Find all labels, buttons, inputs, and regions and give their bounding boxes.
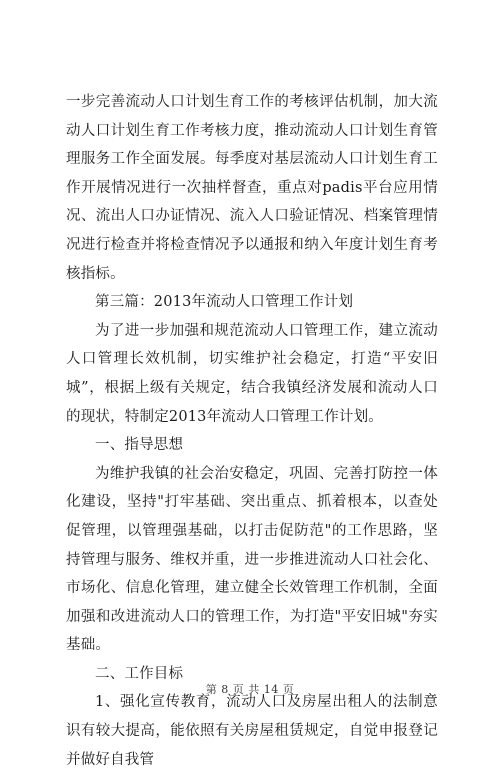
paragraph-goal-one: 1、强化宣传教育，流动人口及房屋出租人的法制意识有较大提高，能依照有关房屋租赁规定，自觉申报登记并做好自我管 <box>66 694 438 768</box>
heading-guiding-ideology: 一、指导思想 <box>95 437 184 454</box>
paragraph-intro: 为了进一步加强和规范流动人口管理工作，建立流动人口管理长效机制，切实维护社会稳定，打造“平安旧城”，根据上级有关规定，结合我镇经济发展和流动人口的现状，特制定2013年流动人口管理工作计划。 <box>66 322 438 425</box>
paragraph-continuation: 一步完善流动人口计划生育工作的考核评估机制，加大流动人口计划生育工作考核力度，推动流动人口计划生育管理服务工作全面发展。每季度对基层流动人口计划生育工作开展情况进行一次抽样督查，重点对padis平台应用情况、流出人口办证情况、流入人口验证情况、档案管理情况进行检查并将检查情况予以通报和纳入年度计划生育考核指标。 <box>66 94 438 282</box>
paragraph-guiding-ideology: 为维护我镇的社会治安稳定，巩固、完善打防控一体化建设，坚持"打牢基础、突出重点、抓着根本，以查处促管理，以管理强基础，以打击促防范"的工作思路，坚持管理与服务、维权并重，进一步推进流动人口社会化、市场化、信息化管理，建立健全长效管理工作机制，全面加强和改进流动人口的管理工作，为打造"平安旧城"夯实基础。 <box>66 465 438 654</box>
document-body <box>66 88 438 774</box>
heading-work-goals: 二、工作目标 <box>95 665 184 682</box>
section-heading-part-three: 第三篇：2013年流动人口管理工作计划 <box>95 294 354 311</box>
page-number-footer: 第 8 页 共 14 页 <box>205 683 295 696</box>
